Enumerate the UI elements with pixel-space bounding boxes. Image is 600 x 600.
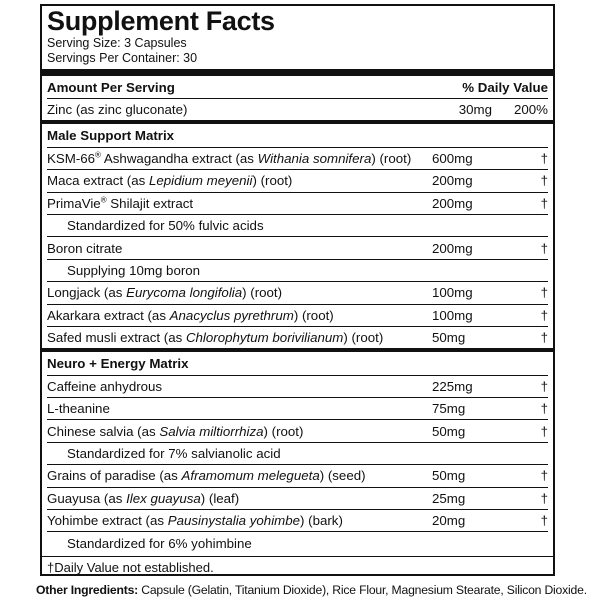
ingredient-daily-value: 200% <box>513 102 548 118</box>
ingredient-name-ital: Aframomum melegueta <box>181 468 320 484</box>
ingredient-name-ital: Lepidium meyenii <box>148 173 253 189</box>
ingredient-row <box>47 487 548 509</box>
section-male-support <box>47 124 548 146</box>
ingredient-amount: 75mg <box>432 401 466 417</box>
ingredient-name <box>47 424 432 439</box>
ingredient-name-ital: Anacyclus pyrethrum <box>169 307 294 323</box>
ingredient-name-post: ) (seed) <box>319 468 366 484</box>
ingredient-name-mark: ® <box>95 150 101 160</box>
ingredient-name-post: ) (bark) <box>300 513 343 529</box>
ingredient-daily-value: † <box>540 307 548 323</box>
thick-divider <box>42 69 553 76</box>
ingredient-amount: 200mg <box>432 173 473 189</box>
ingredient-name-pre: Akarkara extract (as <box>47 307 170 323</box>
ingredient-name-ital: Salvia miltiorrhiza <box>159 423 264 439</box>
ingredient-amount: 25mg <box>432 490 466 506</box>
ingredient-row <box>47 375 548 397</box>
ingredient-row-zinc <box>47 98 548 120</box>
subnote-text: Standardized for 6% yohimbine <box>67 535 252 551</box>
header-row <box>47 76 548 98</box>
ingredient-name <box>47 401 432 416</box>
neuro-energy-list <box>47 375 548 554</box>
ingredient-name-pre: L-theanine <box>47 401 110 417</box>
ingredient-name: Zinc (as zinc gluconate) <box>47 102 188 118</box>
ingredient-amount: 225mg <box>432 378 473 394</box>
ingredient-name-pre: Chinese salvia (as <box>47 423 160 439</box>
ingredient-amount: 100mg <box>432 285 473 301</box>
ingredient-name-pre: Guayusa (as <box>47 490 127 506</box>
ingredient-amount: 200mg <box>432 240 473 256</box>
ingredient-name-pre: KSM-66 <box>47 150 96 166</box>
ingredient-name-pre: PrimaVie <box>47 195 101 211</box>
ingredient-row <box>47 236 548 258</box>
ingredient-daily-value: † <box>540 285 548 301</box>
ingredient-name-post: ) (root) <box>293 307 334 323</box>
ingredient-subnote <box>47 442 548 464</box>
ingredient-row <box>47 147 548 169</box>
ingredient-name-post: ) (root) <box>343 330 384 346</box>
ingredient-daily-value: † <box>540 173 548 189</box>
ingredient-name-pre: Caffeine anhydrous <box>47 378 163 394</box>
ingredient-subnote <box>47 214 548 236</box>
ingredient-amount: 30mg <box>458 102 492 118</box>
ingredient-name <box>47 468 432 483</box>
ingredient-name-pre: Yohimbe extract (as <box>47 513 168 529</box>
ingredient-daily-value: † <box>540 330 548 346</box>
ingredient-name-post: ) (leaf) <box>200 490 240 506</box>
ingredient-name-post: ) (root) <box>242 285 283 301</box>
other-ingredients <box>36 583 587 597</box>
header-daily-value: % Daily Value <box>462 79 549 95</box>
supplement-facts-panel <box>40 4 555 576</box>
ingredient-amount: 50mg <box>432 468 466 484</box>
ingredient-daily-value: † <box>540 401 548 417</box>
ingredient-daily-value: † <box>540 513 548 529</box>
ingredient-amount: 50mg <box>432 423 466 439</box>
ingredient-row <box>47 169 548 191</box>
ingredient-daily-value: † <box>540 378 548 394</box>
ingredient-row <box>47 326 548 348</box>
ingredient-row <box>47 509 548 531</box>
ingredient-name <box>47 491 432 506</box>
male-support-list <box>47 147 548 349</box>
ingredient-amount: 50mg <box>432 330 466 346</box>
ingredient-name <box>47 241 432 256</box>
ingredient-name <box>47 196 432 211</box>
section-neuro-energy <box>47 352 548 374</box>
other-ingredients-text: Capsule (Gelatin, Titanium Dioxide), Rice Flour, Magnesium Stearate, Silicon Dioxide. <box>138 583 587 597</box>
ingredient-name-post: ) (root) <box>263 423 304 439</box>
ingredient-row <box>47 464 548 486</box>
other-ingredients-label: Other Ingredients: <box>36 583 139 597</box>
ingredient-name <box>47 173 432 188</box>
ingredient-name-pre: Longjack (as <box>47 285 127 301</box>
ingredient-name <box>47 513 432 528</box>
ingredient-name-ital: Chlorophytum borivilianum <box>185 330 344 346</box>
ingredient-name <box>47 151 432 166</box>
ingredient-name-ital: Withania somnifera <box>257 150 372 166</box>
footnote: †Daily Value not established. <box>42 556 553 578</box>
ingredient-amount: 600mg <box>432 150 473 166</box>
ingredient-name-post: ) (root) <box>371 150 412 166</box>
ingredient-subnote <box>47 531 548 553</box>
ingredient-name-ital: Pausinystalia yohimbe <box>167 513 301 529</box>
ingredient-row <box>47 304 548 326</box>
ingredient-row <box>47 419 548 441</box>
subnote-text: Standardized for 7% salvianolic acid <box>67 446 281 462</box>
ingredient-row <box>47 397 548 419</box>
ingredient-name <box>47 379 432 394</box>
ingredient-name-ital: Eurycoma longifolia <box>126 285 243 301</box>
ingredient-daily-value: † <box>540 423 548 439</box>
ingredient-daily-value: † <box>540 150 548 166</box>
ingredient-daily-value: † <box>540 490 548 506</box>
servings-per-container: Servings Per Container: 30 <box>47 51 198 65</box>
ingredient-name-mid: Shilajit extract <box>106 195 194 211</box>
ingredient-name-pre: Safed musli extract (as <box>47 330 186 346</box>
ingredient-daily-value: † <box>540 195 548 211</box>
ingredient-name <box>47 308 432 323</box>
ingredient-amount: 200mg <box>432 195 473 211</box>
ingredient-subnote <box>47 259 548 281</box>
ingredient-row <box>47 192 548 214</box>
ingredient-name-pre: Maca extract (as <box>47 173 149 189</box>
ingredient-row <box>47 281 548 303</box>
ingredient-amount: 20mg <box>432 513 466 529</box>
ingredient-name-pre: Boron citrate <box>47 240 123 256</box>
ingredient-daily-value: † <box>540 240 548 256</box>
ingredient-name <box>47 330 432 345</box>
subnote-text: Standardized for 50% fulvic acids <box>67 218 264 234</box>
ingredient-name <box>47 285 432 300</box>
section-label: Neuro + Energy Matrix <box>47 355 189 371</box>
ingredient-name-mark: ® <box>100 195 107 205</box>
serving-size: Serving Size: 3 Capsules <box>47 36 187 50</box>
panel-title: Supplement Facts <box>47 6 275 36</box>
header-amount-per-serving: Amount Per Serving <box>47 79 175 95</box>
ingredient-name-pre: Grains of paradise (as <box>47 468 182 484</box>
section-label: Male Support Matrix <box>47 128 175 144</box>
ingredient-amount: 100mg <box>432 307 473 323</box>
subnote-text: Supplying 10mg boron <box>67 262 201 278</box>
ingredient-daily-value: † <box>540 468 548 484</box>
ingredient-name-post: ) (root) <box>252 173 293 189</box>
ingredient-name-mid: Ashwagandha extract (as <box>100 150 258 166</box>
ingredient-name-ital: Ilex guayusa <box>126 490 201 506</box>
